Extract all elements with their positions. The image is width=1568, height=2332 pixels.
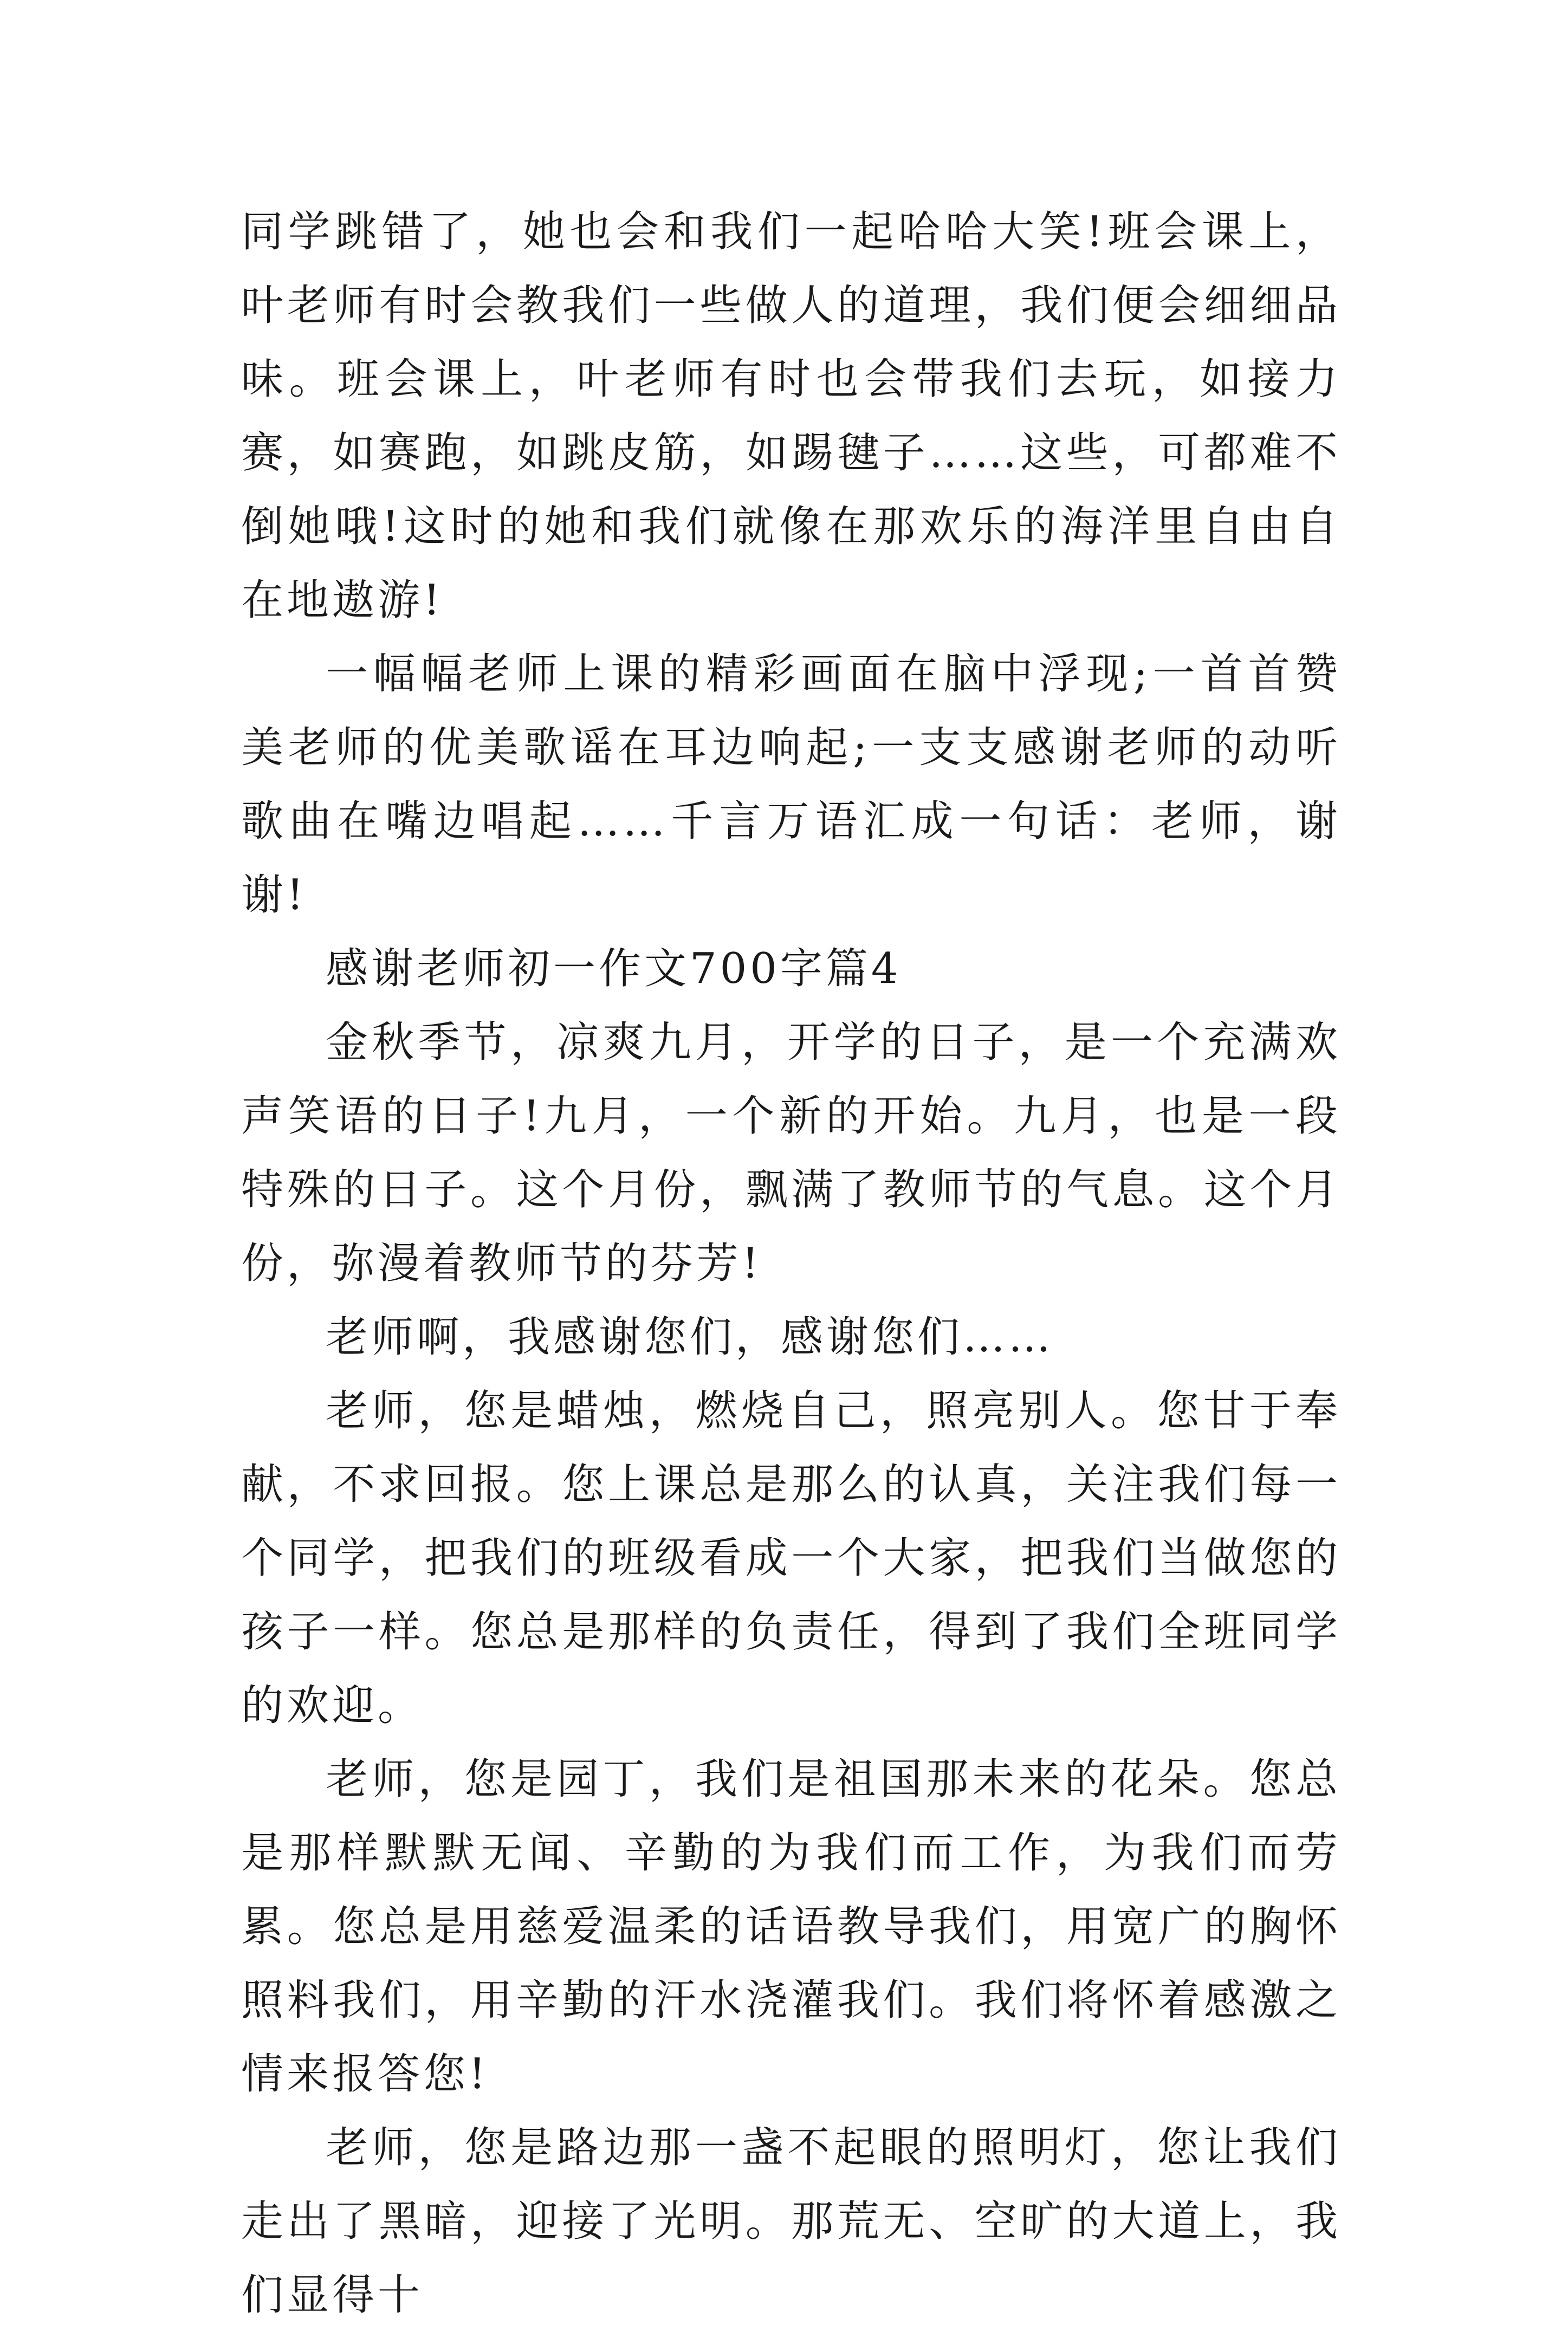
paragraph-4: 老师啊，我感谢您们，感谢您们…… xyxy=(326,1313,1054,1362)
section-heading: 感谢老师初一作文700字篇4 xyxy=(326,944,902,993)
paragraph-3: 金秋季节，凉爽九月，开学的日子，是一个充满欢声笑语的日子!九月，一个新的开始。九月，也是一段特殊的日子。这个月份，飘满了教师节的气息。这个月份，弥漫着教师节的芬芳! xyxy=(241,1018,1341,1288)
paragraph-1: 同学跳错了，她也会和我们一起哈哈大笑!班会课上，叶老师有时会教我们一些做人的道理，我们便会细细品味。班会课上，叶老师有时也会带我们去玩，如接力赛，如赛跑，如跳皮筋，如踢毽子……这些，可都难不倒她哦!这时的她和我们就像在那欢乐的海洋里自由自在地遨游! xyxy=(241,208,1341,625)
paragraph-6: 老师，您是园丁，我们是祖国那未来的花朵。您总是那样默默无闻、辛勤的为我们而工作，为我们而劳累。您总是用慈爱温柔的话语教导我们，用宽广的胸怀照料我们，用辛勤的汗水浇灌我们。我们将怀着感激之情来报答您! xyxy=(241,1755,1341,2098)
paragraph-7: 老师，您是路边那一盏不起眼的照明灯，您让我们走出了黑暗，迎接了光明。那荒无、空旷的大道上，我们显得十 xyxy=(241,2123,1341,2320)
document-body xyxy=(241,195,1341,2332)
paragraph-5: 老师，您是蜡烛，燃烧自己，照亮别人。您甘于奉献，不求回报。您上课总是那么的认真，关注我们每一个同学，把我们的班级看成一个大家，把我们当做您的孩子一样。您总是那样的负责任，得到了我们全班同学的欢迎。 xyxy=(241,1387,1341,1730)
paragraph-2: 一幅幅老师上课的精彩画面在脑中浮现;一首首赞美老师的优美歌谣在耳边响起;一支支感谢老师的动听歌曲在嘴边唱起……千言万语汇成一句话：老师，谢谢! xyxy=(241,650,1341,919)
